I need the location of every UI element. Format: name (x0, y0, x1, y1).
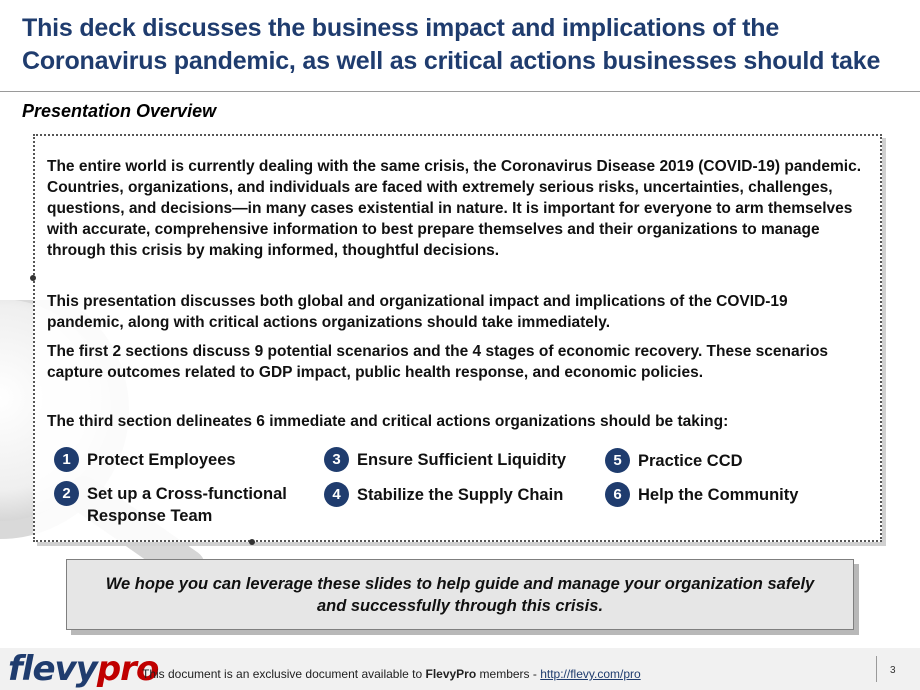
action-item-3 (324, 449, 566, 472)
action-label: Help the Community (638, 486, 799, 504)
action-label: Protect Employees (87, 451, 236, 469)
closing-callout: We hope you can leverage these slides to help guide and manage your organization safely and successfully through this crisis. (66, 559, 854, 630)
footer-divider (876, 656, 877, 682)
action-label: Practice CCD (638, 452, 743, 470)
action-item-4 (324, 484, 563, 507)
number-badge: 3 (324, 447, 349, 472)
section-subtitle: Presentation Overview (22, 101, 217, 121)
action-item-1 (54, 449, 236, 472)
overview-paragraph-1: The entire world is currently dealing with the same crisis, the Coronavirus Disease 2019 (COVID-19) pandemic. Countries, organizations, and individuals are faced with extremely serious risks, uncertainties, challenges, questions, and decisions—in many cases existential in nature. It is important for everyone to arm themselves with accurate, comprehensive information to best prepare themselves and their organizations to manage through this crisis by making informed, thoughtful decisions. (47, 158, 862, 259)
title-divider (0, 91, 920, 92)
number-badge: 5 (605, 448, 630, 473)
action-label: Stabilize the Supply Chain (357, 486, 564, 504)
number-badge: 4 (324, 482, 349, 507)
number-badge: 2 (54, 481, 79, 506)
action-item-6 (605, 484, 798, 507)
page-number: 3 (890, 665, 896, 676)
overview-paragraph-4: The third section delineates 6 immediate and critical actions organizations should be taking: (47, 413, 729, 430)
action-label: Ensure Sufficient Liquidity (357, 451, 567, 469)
box-corner-dot-bottom (249, 539, 255, 545)
overview-paragraph-3: The first 2 sections discuss 9 potential scenarios and the 4 stages of economic recovery. These scenarios capture outcomes related to GDP impact, public health response, and economic policies. (47, 343, 829, 381)
number-badge: 6 (605, 482, 630, 507)
action-label: Set up a Cross-functional Response Team (87, 485, 287, 525)
slide-title: This deck discusses the business impact and implications of the Coronavirus pandemic, as well as critical actions businesses should take (22, 14, 881, 75)
action-item-2 (54, 483, 314, 527)
flevypro-link[interactable]: http://flevy.com/pro (540, 667, 641, 681)
flevypro-logo: flevypro (8, 649, 159, 689)
footer-notice: This document is an exclusive document available to FlevyPro members - http://flevy.com/pro (142, 667, 641, 681)
number-badge: 1 (54, 447, 79, 472)
overview-paragraph-2: This presentation discusses both global and organizational impact and implications of the COVID-19 pandemic, along with critical actions organizations should take immediately. (47, 293, 788, 331)
action-item-5 (605, 450, 743, 473)
box-corner-dot-left (30, 275, 36, 281)
